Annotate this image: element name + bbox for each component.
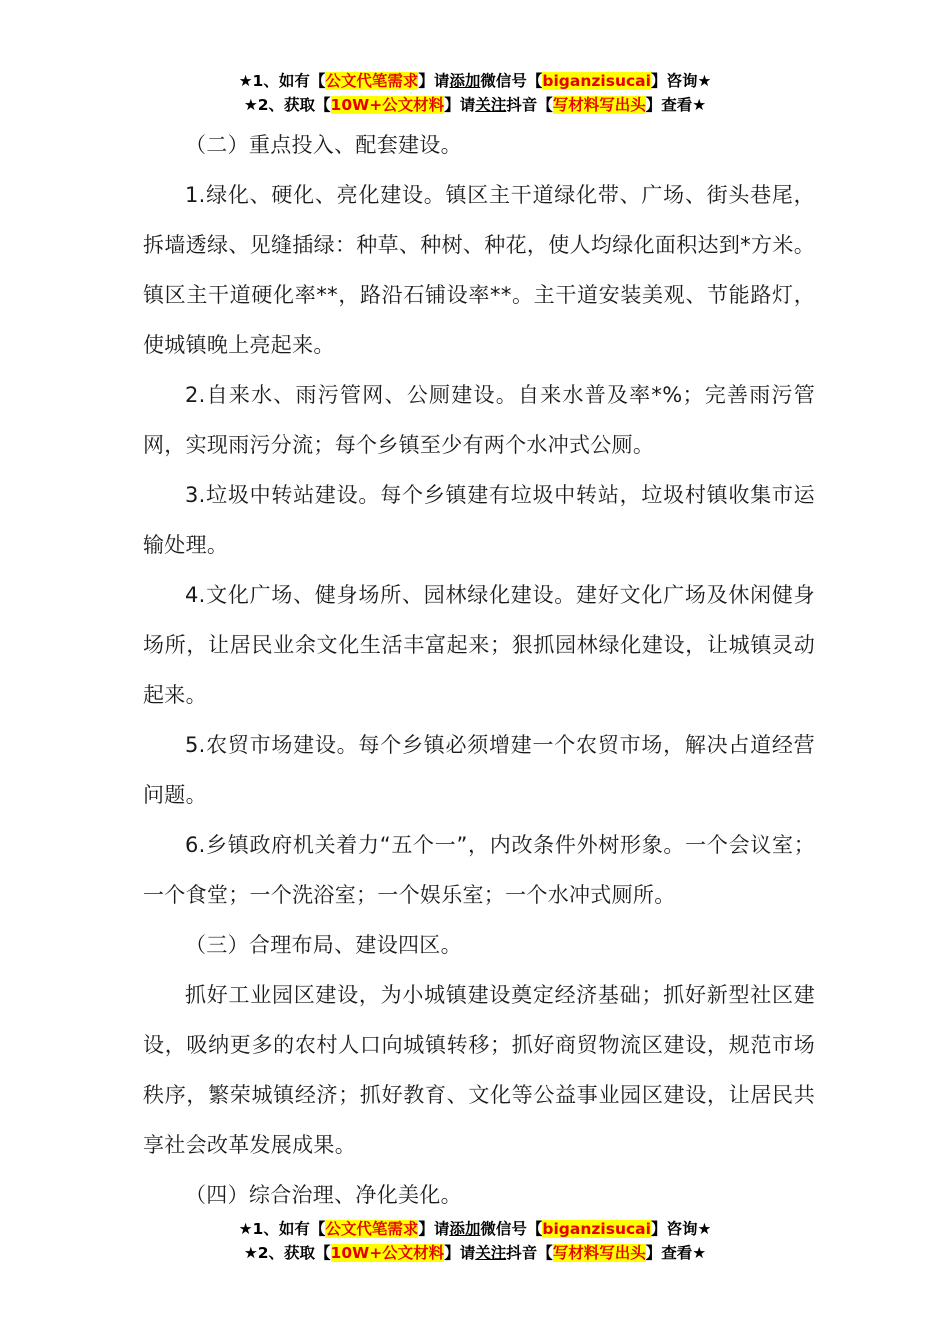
banner-line-1: ★1、如有【公文代笔需求】请添加微信号【biganzisucai】咨询★ (238, 72, 712, 90)
paragraph: 3.垃圾中转站建设。每个乡镇建有垃圾中转站，垃圾村镇收集市运输处理。 (143, 483, 815, 557)
paragraph: 4.文化广场、健身场所、园林绿化建设。建好文化广场及休闲健身场所，让居民业余文化生活丰富起来；狠抓园林绿化建设，让城镇灵动起来。 (143, 583, 815, 707)
section-heading: （二）重点投入、配套建设。 (185, 133, 462, 157)
highlight-service: 公文代笔需求 (325, 1220, 419, 1238)
banner-line-1: ★1、如有【公文代笔需求】请添加微信号【biganzisucai】咨询★ (238, 1220, 712, 1238)
banner-line-2: ★2、获取【10W+公文材料】请关注抖音【写材料写出头】查看★ (243, 1244, 707, 1262)
highlight-materials: 10W+公文材料 (330, 1244, 445, 1262)
banner-line-2: ★2、获取【10W+公文材料】请关注抖音【写材料写出头】查看★ (243, 96, 707, 114)
paragraph: 5.农贸市场建设。每个乡镇必须增建一个农贸市场，解决占道经营问题。 (143, 733, 815, 807)
highlight-wechat-id: biganzisucai (542, 1220, 651, 1238)
highlight-service: 公文代笔需求 (325, 72, 419, 90)
paragraph: 抓好工业园区建设，为小城镇建设奠定经济基础；抓好新型社区建设，吸纳更多的农村人口向城镇转移；抓好商贸物流区建设，规范市场秩序，繁荣城镇经济；抓好教育、文化等公益事业园区建设，让居民共享社会改革发展成果。 (143, 983, 815, 1157)
highlight-materials: 10W+公文材料 (330, 96, 445, 114)
highlight-wechat-id: biganzisucai (542, 72, 651, 90)
document-body (143, 120, 815, 1220)
paragraph: 1.绿化、硬化、亮化建设。镇区主干道绿化带、广场、街头巷尾，拆墙透绿、见缝插绿：种草、种树、种花，使人均绿化面积达到*方米。镇区主干道硬化率**，路沿石铺设率**。主干道安装美观、节能路灯，使城镇晚上亮起来。 (143, 183, 815, 357)
section-heading: （四）综合治理、净化美化。 (185, 1183, 462, 1207)
paragraph: 6.乡镇政府机关着力“五个一”，内改条件外树形象。一个会议室；一个食堂；一个洗浴室；一个娱乐室；一个水冲式厕所。 (143, 833, 815, 907)
bottom-ad-banner (0, 1217, 950, 1265)
top-ad-banner (0, 69, 950, 117)
section-heading: （三）合理布局、建设四区。 (185, 933, 462, 957)
highlight-douyin: 写材料写出头 (552, 96, 646, 114)
paragraph: 2.自来水、雨污管网、公厕建设。自来水普及率*%；完善雨污管网，实现雨污分流；每个乡镇至少有两个水冲式公厕。 (143, 383, 815, 457)
highlight-douyin: 写材料写出头 (552, 1244, 646, 1262)
